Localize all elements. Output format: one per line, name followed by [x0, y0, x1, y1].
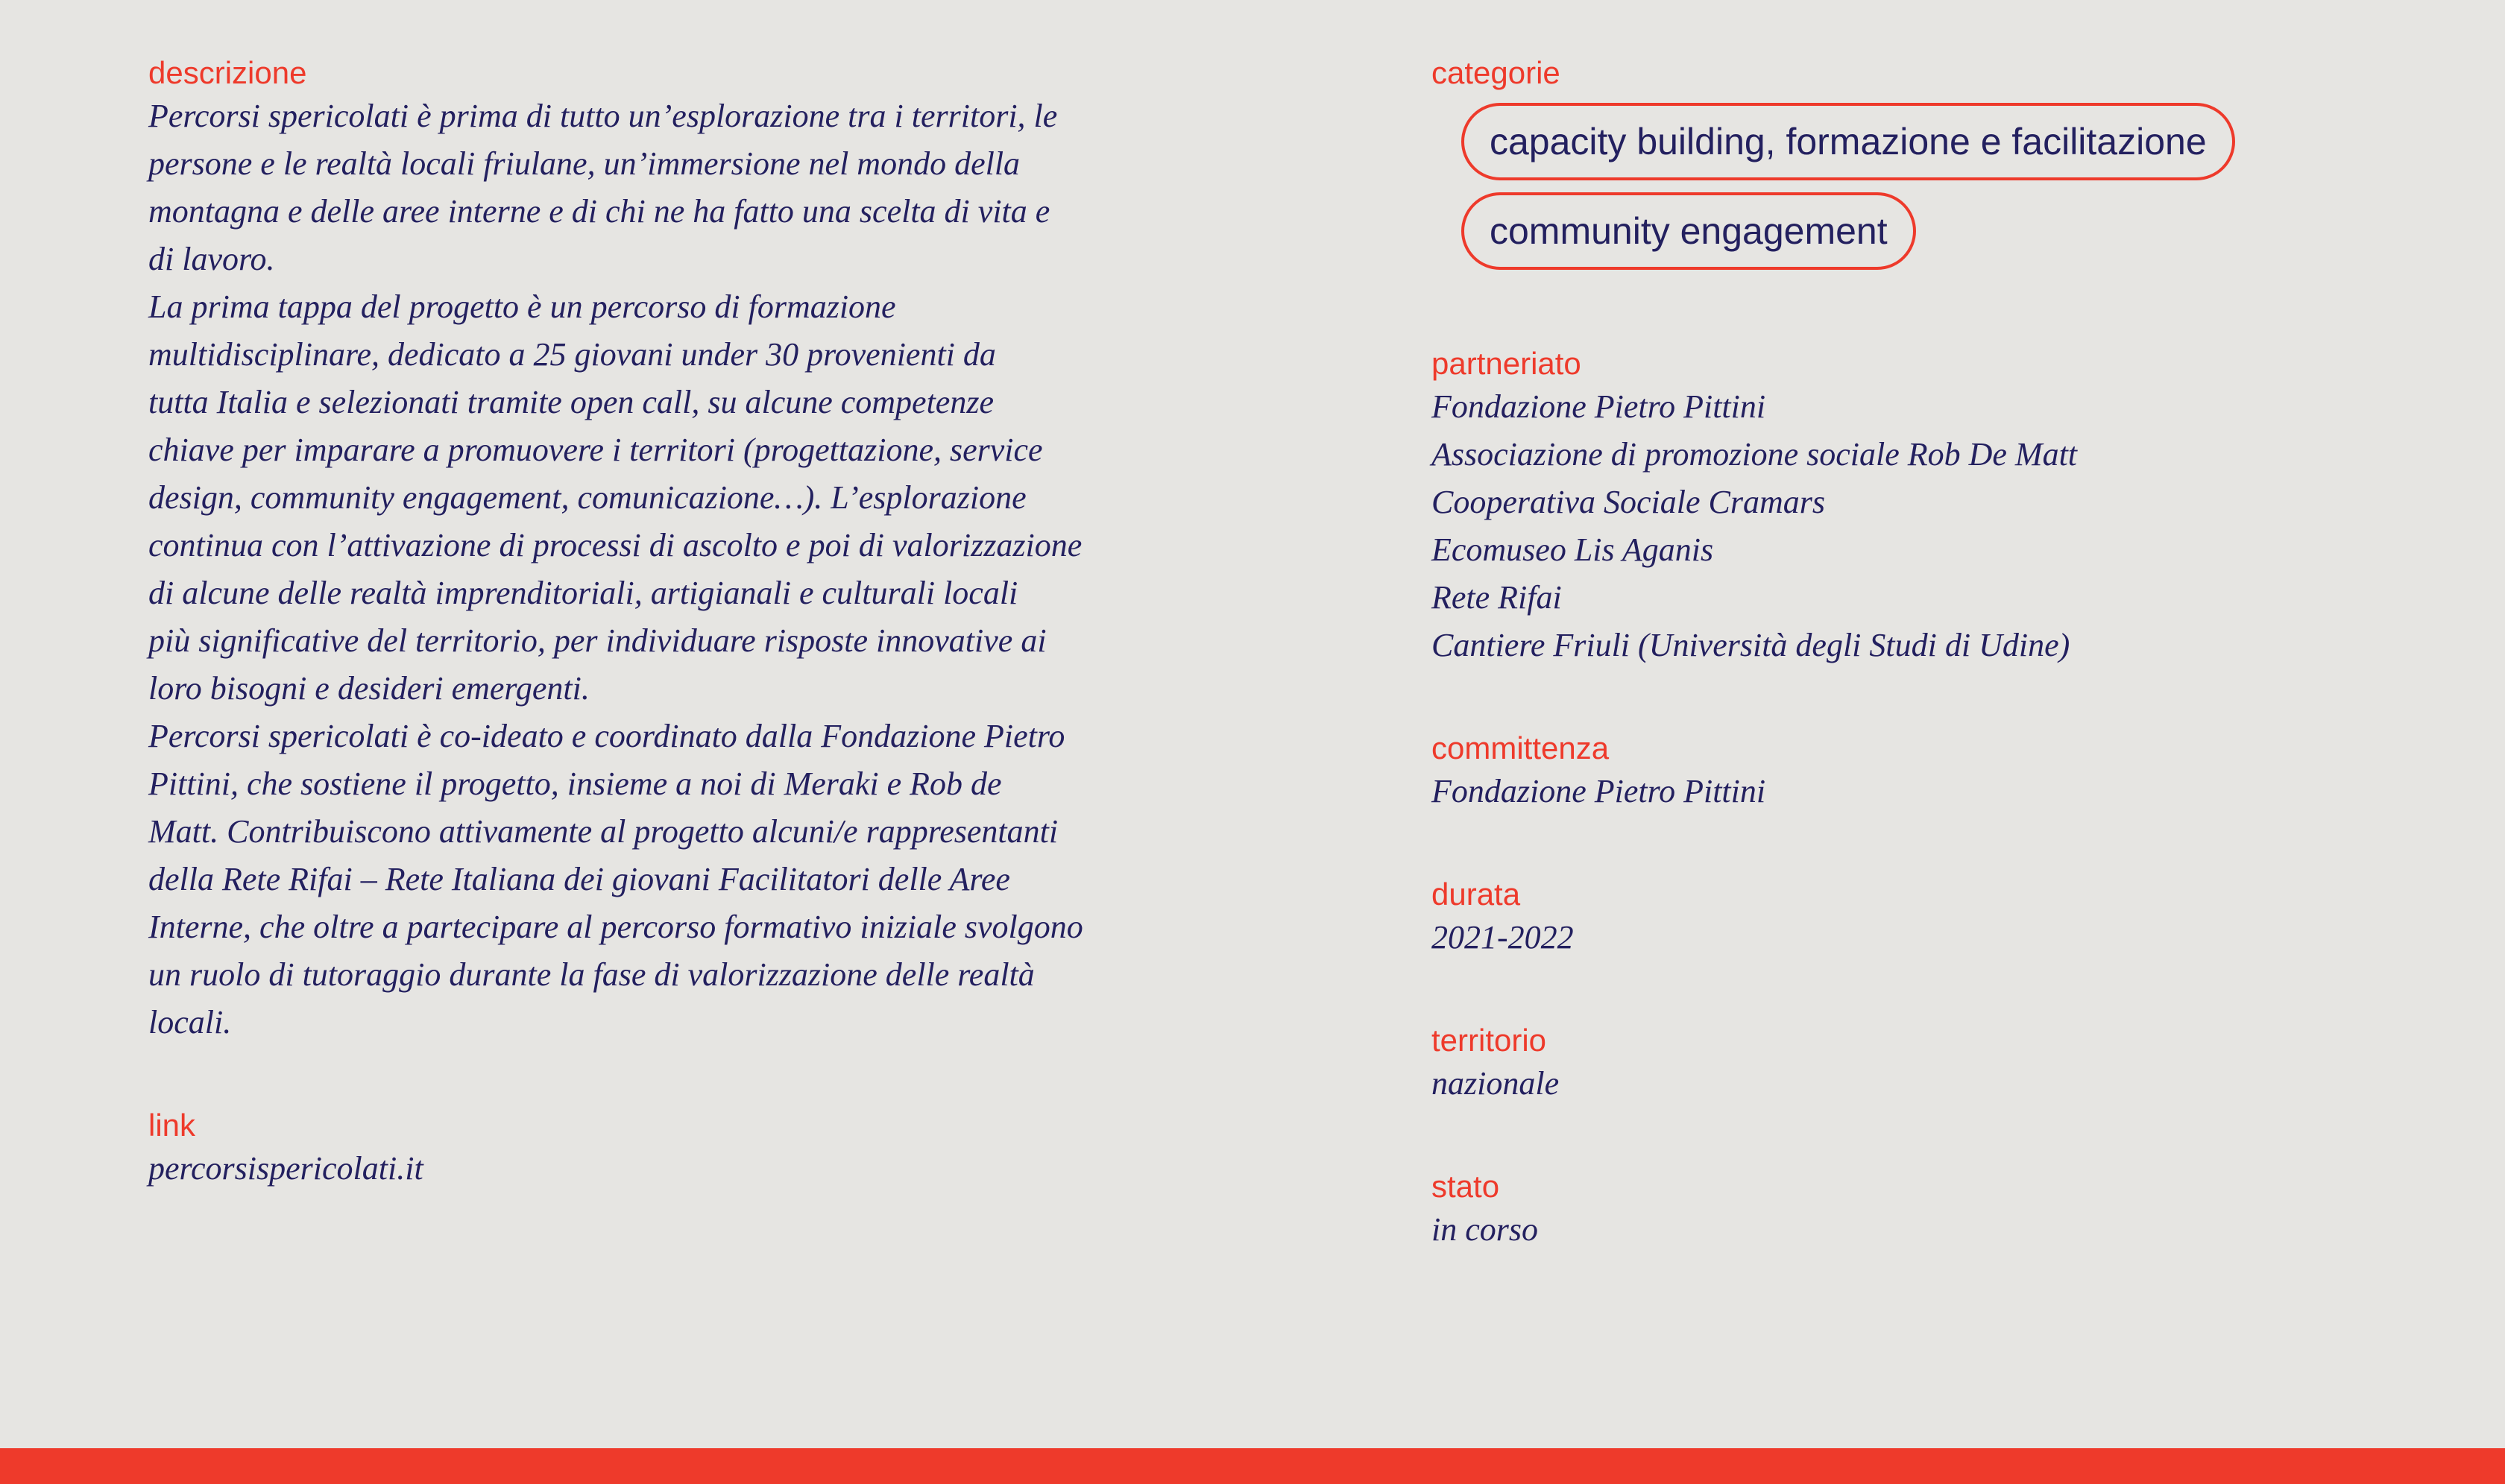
partner-item: Fondazione Pietro Pittini [1431, 388, 1766, 425]
stato-value: in corso [1431, 1211, 1538, 1248]
partner-item: Ecomuseo Lis Aganis [1431, 531, 1714, 568]
category-tag-community-engagement[interactable]: community engagement [1461, 192, 1916, 270]
description-column [148, 54, 1088, 1193]
committenza-section [1431, 729, 2401, 815]
categorie-label: categorie [1431, 55, 1560, 90]
descrizione-label: descrizione [148, 55, 307, 90]
descrizione-paragraph-1: Percorsi spericolati è prima di tutto un’esplorazione tra i territori, le persone e le realtà locali friulane, un’immersione nel mondo della montagna e delle aree interne e di chi ne ha fatto una scelta di vita e di lavoro. [148, 98, 1058, 277]
stato-section [1431, 1167, 2401, 1254]
durata-value: 2021-2022 [1431, 919, 1574, 956]
territorio-value: nazionale [1431, 1065, 1560, 1102]
partner-item: Associazione di promozione sociale Rob De Matt [1431, 436, 2078, 473]
footer-accent-bar [0, 1448, 2505, 1484]
project-website-link[interactable]: percorsispericolati.it [148, 1150, 423, 1187]
committenza-value: Fondazione Pietro Pittini [1431, 773, 1766, 809]
link-section [148, 1106, 1088, 1193]
partner-item: Cantiere Friuli (Università degli Studi di Udine) [1431, 627, 2070, 663]
stato-label: stato [1431, 1169, 1500, 1204]
partner-item: Rete Rifai [1431, 579, 1562, 616]
partneriato-label: partneriato [1431, 346, 1581, 381]
descrizione-paragraph-3: Percorsi spericolati è co-ideato e coordinato dalla Fondazione Pietro Pittini, che sostiene il progetto, insieme a noi di Meraki e Rob de Matt. Contribuiscono attivamente al progetto alcuni/e rappresentanti della Rete Rifai – Rete Italiana dei giovani Facilitatori delle Aree Interne, che oltre a partecipare al percorso formativo iniziale svolgono un ruolo di tutoraggio durante la fase di valorizzazione delle realtà locali. [148, 718, 1083, 1041]
partner-item: Cooperativa Sociale Cramars [1431, 484, 1825, 520]
category-tag-capacity-building[interactable]: capacity building, formazione e facilitazione [1461, 103, 2235, 180]
durata-label: durata [1431, 877, 1521, 912]
committenza-label: committenza [1431, 730, 1610, 765]
descrizione-section [148, 54, 1088, 1046]
territorio-section [1431, 1021, 2401, 1108]
partneriato-section [1431, 344, 2401, 669]
link-label: link [148, 1108, 196, 1143]
details-column [1431, 54, 2401, 1254]
durata-section [1431, 875, 2401, 962]
category-tags [1461, 103, 2401, 282]
categorie-section [1431, 54, 2401, 282]
descrizione-paragraph-2: La prima tappa del progetto è un percorso di formazione multidisciplinare, dedicato a 25 giovani under 30 provenienti da tutta Italia e selezionati tramite open call, su alcune competenze chiave per imparare a promuovere i territori (progettazione, service design, community engagement, comunicazione…). L’esplorazione continua con l’attivazione di processi di ascolto e poi di valorizzazione di alcune delle realtà imprenditoriali, artigianali e culturali locali più significative del territorio, per individuare risposte innovative ai loro bisogni e desideri emergenti. [148, 288, 1083, 707]
territorio-label: territorio [1431, 1023, 1547, 1058]
